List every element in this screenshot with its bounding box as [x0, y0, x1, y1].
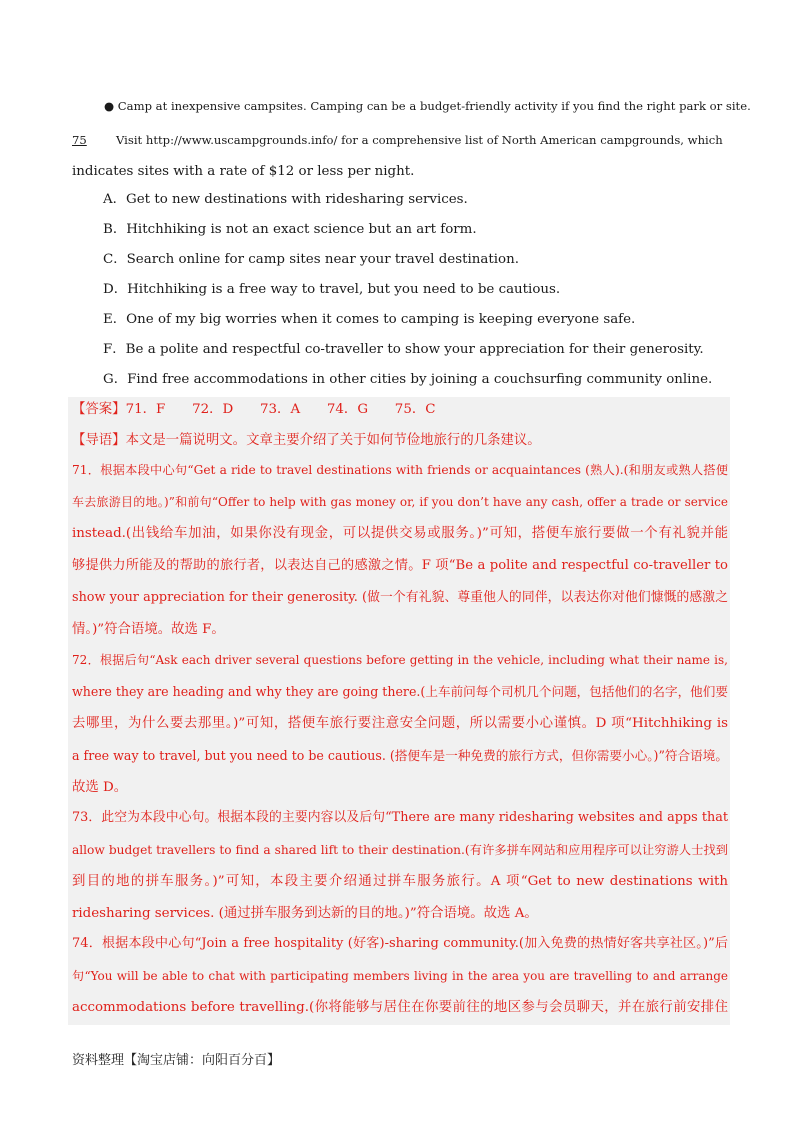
option-f: F．Be a polite and respectful co-traveller to show your appreciation for their generosity.: [103, 342, 704, 357]
option-c: C．Search online for camp sites near your travel destination.: [103, 252, 519, 267]
explanation-line: 71．根据本段中心句“Get a ride to travel destinations with friends or acquaintances (熟人).(和朋友或熟人搭便: [72, 463, 728, 477]
explanation-line: 74．根据本段中心句“Join a free hospitality (好客)-sharing community.(加入免费的热情好客共享社区。)”后: [72, 936, 728, 951]
explanation-line: instead.(出钱给车加油，如果你没有现金，可以提供交易或服务。)”可知，搭便车旅行要做一个有礼貌并能: [72, 526, 728, 541]
explanation-line: accommodations before travelling.(你将能够与居住在你要前往的地区参与会员聊天，并在旅行前安排住: [72, 1000, 728, 1015]
option-d: D．Hitchhiking is a free way to travel, but you need to be cautious.: [103, 282, 561, 297]
answer-line: [72, 400, 435, 420]
answer-label: 【答案】: [72, 402, 126, 417]
explanation-line: 73．此空为本段中心句。根据本段的主要内容以及后句“There are many ridesharing websites and apps that: [72, 810, 728, 825]
question-number: 75: [72, 133, 87, 147]
explanation-line: 情。)”符合语境。故选 F。: [72, 622, 225, 637]
answer-values: 71．F 72．D 73．A 74．G 75．C: [125, 402, 436, 417]
explanation-line: 车去旅游目的地。)”和前句“Offer to help with gas money or, if you don’t have any cash, offer a trade or service: [72, 495, 728, 509]
option-b: B．Hitchhiking is not an exact science but an art form.: [103, 222, 477, 237]
explanation-line: 72．根据后句“Ask each driver several questions before getting in the vehicle, including what their name is,: [72, 653, 728, 667]
guide-line: [72, 431, 541, 451]
question-75-continued: indicates sites with a rate of $12 or less per night.: [72, 164, 415, 179]
explanation-line: where they are heading and why they are going there.(上车前问每个司机几个问题，包括他们的名字，他们要: [72, 684, 728, 699]
guide-label: 【导语】: [72, 433, 126, 448]
explanation-line: show your appreciation for their generosity. (做一个有礼貌、尊重他人的同伴，以表达你对他们慷慨的感激之: [72, 590, 728, 605]
explanation-line: ridesharing services. (通过拼车服务到达新的目的地。)”符合语境。故选 A。: [72, 906, 538, 921]
option-g: G．Find free accommodations in other cities by joining a couchsurfing community online.: [103, 372, 713, 387]
question-75: [72, 130, 728, 150]
guide-text: 本文是一篇说明文。文章主要介绍了关于如何节俭地旅行的几条建议。: [125, 433, 541, 448]
bullet-paragraph: ● Camp at inexpensive campsites. Camping can be a budget-friendly activity if you find the right park or site.: [104, 99, 751, 113]
explanation-line: 去哪里，为什么要去那里。)”可知，搭便车旅行要注意安全问题，所以需要小心谨慎。D 项“Hitchhiking is: [72, 716, 728, 731]
explanation-line: 够提供力所能及的帮助的旅行者，以表达自己的感激之情。F 项“Be a polite and respectful co-traveller to: [72, 558, 728, 573]
question-75-text: Visit http://www.uscampgrounds.info/ for a comprehensive list of North American campgrounds, which: [116, 133, 723, 147]
option-e: E．One of my big worries when it comes to camping is keeping everyone safe.: [103, 312, 636, 327]
page-footer: 资料整理【淘宝店铺：向阳百分百】: [72, 1053, 281, 1068]
explanation-line: 故选 D。: [72, 780, 128, 795]
explanation-line: a free way to travel, but you need to be cautious. (搭便车是一种免费的旅行方式，但你需要小心。)”符合语境。: [72, 748, 728, 763]
explanation-line: 到目的地的拼车服务。)”可知，本段主要介绍通过拼车服务旅行。A 项“Get to new destinations with: [72, 874, 728, 889]
option-a: A．Get to new destinations with ridesharing services.: [103, 192, 468, 207]
explanation-line: allow budget travellers to find a shared lift to their destination.(有许多拼车网站和应用程序可以让穷游人士找到: [72, 843, 728, 857]
explanation-line: 句“You will be able to chat with participating members living in the area you are travelling to and arrange: [72, 969, 728, 983]
